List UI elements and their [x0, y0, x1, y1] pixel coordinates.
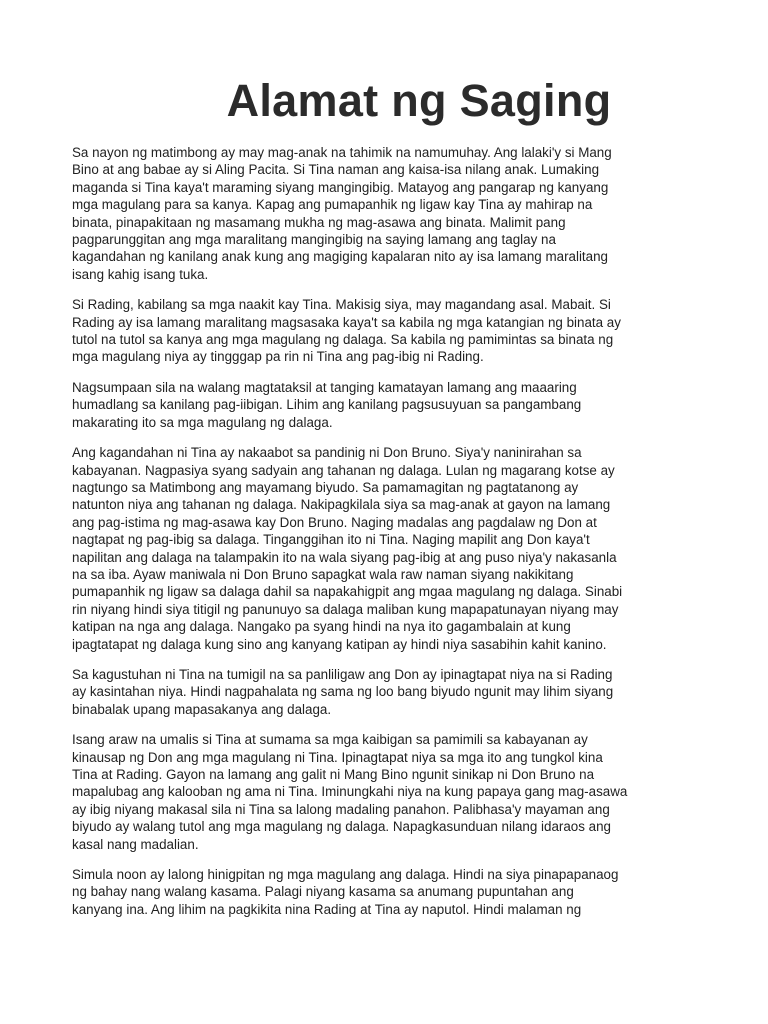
- paragraph: Sa nayon ng matimbong ay may mag-anak na tahimik na namumuhay. Ang lalaki'y si Mang Bino at ang babae ay si Aling Pacita. Si Tina naman ang kaisa-isa nilang anak. Lumaking maganda si Tina kaya't maraming siyang mangingibig. Matayog ang pangarap ng kanyang mga magulang para sa kanya. Kapag ang pumapanhik ng ligaw kay Tina ay mahirap na binata, pinapakitaan ng masamang mukha ng mag-asawa ang binata. Malimit pang pagparunggitan ang mga maralitang mangingibig na saying lamang ang taglay na kagandahan ng kanilang anak kung ang magiging kapalaran nito ay isa lamang maralitang isang kahig isang tuka.: [72, 145, 612, 282]
- document-title: Alamat ng Saging: [226, 75, 612, 126]
- paragraph: Nagsumpaan sila na walang magtataksil at tanging kamatayan lamang ang maaaring humadlang sa kanilang pag-iibigan. Lihim ang kanilang pagsusuyuan sa pangambang makarating ito sa mga magulang ng dalaga.: [72, 379, 582, 430]
- paragraph: Ang kagandahan ni Tina ay nakaabot sa pandinig ni Don Bruno. Siya'y naninirahan sa kabayanan. Nagpasiya syang sadyain ang tahanan ng dalaga. Lulan ng magarang kotse ay nagtungo sa Matimbong ang mayamang biyudo. Sa pamamagitan ng pagtatanong ay natunton niya ang tahanan ng dalaga. Nakipagkilala siya sa mag-anak at gayon na lamang ang pag-istima ng mag-asawa kay Don Bruno. Naging madalas ang pagdalaw ng Don at nagtapat ng pag-ibig sa dalaga. Tinganggihan ito ni Tina. Naging mapilit ang Don kaya't napilitan ang dalaga na talampakin ito na wala siyang pag-ibig at ang puso niya'y nakasanla na sa iba. Ayaw maniwala ni Don Bruno sapagkat wala raw naman siyang nakikitang pumapanhik ng ligaw sa dalaga dahil sa napakahigpit ang mgaa magulang ng dalaga. Sinabi rin niyang hindi siya titigil ng panunuyo sa dalaga maliban kung mapapatunayan niyang may katipan na nga ang dalaga. Nangako pa syang hindi na nya ito gagambalain at kung ipagtatapat ng dalaga kung sino ang kanyang katipan ay hindi niya sasabihin kahit kanino.: [72, 445, 623, 652]
- paragraph: Simula noon ay lalong hinigpitan ng mga magulang ang dalaga. Hindi na siya pinapapanaog ng bahay nang walang kasama. Palagi niyang kasama sa anumang pupuntahan ang kanyang ina. Ang lihim na pagkikita nina Rading at Tina ay naputol. Hindi malaman ng: [72, 867, 619, 917]
- paragraph: Isang araw na umalis si Tina at sumama sa mga kaibigan sa pamimili sa kabayanan ay kinausap ng Don ang mga magulang ni Tina. Ipinagtapat niya sa mga ito ang tungkol kina Tina at Rading. Gayon na lamang ang galit ni Mang Bino ngunit sinikap ni Don Bruno na mapalubag ang kalooban ng ama ni Tina. Iminungkahi niya na kung papaya gang mag-asawa ay ibig niyang makasal sila ni Tina sa lalong madaling panahon. Palibhasa'y mayaman ang biyudo ay walang tutol ang mga magulang ng dalaga. Napagkasunduan nilang idaraos ang kasal nang madalian.: [72, 732, 628, 852]
- paragraph: Si Rading, kabilang sa mga naakit kay Tina. Makisig siya, may magandang asal. Mabait. Si Rading ay isa lamang maralitang magsasaka kaya't sa kabila ng mga katangian ng binata ay tutol na tutol sa kanya ang mga magulang ng dalaga. Sa kabila ng pamimintas sa binata ng mga magulang niya ay tingggap pa rin ni Tina ang pag-ibig ni Rading.: [72, 297, 621, 365]
- document-body: [72, 144, 726, 918]
- paragraph: Sa kagustuhan ni Tina na tumigil na sa panliligaw ang Don ay ipinagtapat niya na si Rading ay kasintahan niya. Hindi nagpahalata ng sama ng loo bang biyudo ngunit may lihim siyang binabalak upang mapasakanya ang dalaga.: [72, 666, 614, 717]
